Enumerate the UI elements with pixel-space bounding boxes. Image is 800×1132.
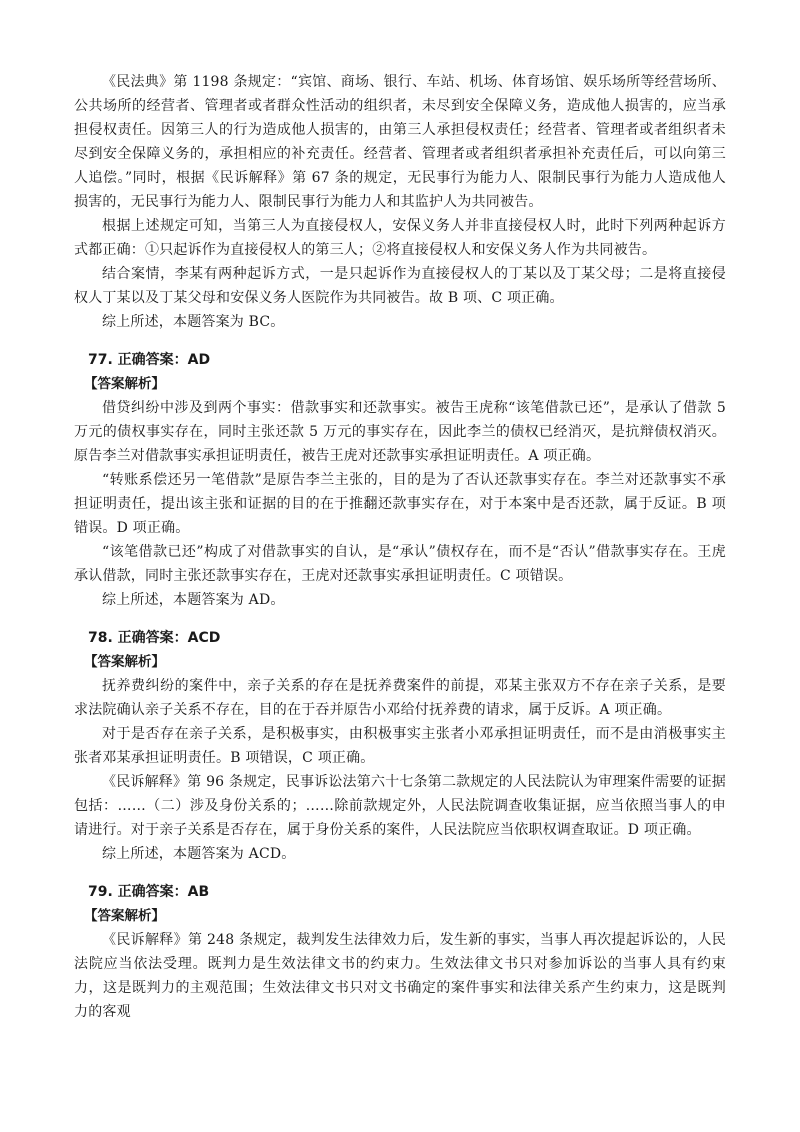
answer-heading: 78. 正确答案：ACD xyxy=(88,630,221,646)
q79-analysis xyxy=(74,880,726,1024)
paragraph: 《民法典》第 1198 条规定：“宾馆、商场、银行、车站、机场、体育场馆、娱乐场所等经营场所、公共场所的经营者、管理者或者群众性活动的组织者，未尽到安全保障义务，造成他人损害的，应当承担侵权责任。因第三人的行为造成他人损害的，由第三人承担侵权责任；经营者、管理者或者组织者未尽到安全保障义务的，承担相应的补充责任。经营者、管理者或者组织者承担补充责任后，可以向第三人追偿。”同时，根据《民诉解释》第 67 条的规定，无民事行为能力人、限制民事行为能力人造成他人损害的，无民事行为能力人、限制民事行为能力人和其监护人为共同被告。 xyxy=(74,74,726,210)
analysis-label: 【答案解析】 xyxy=(84,376,165,392)
analysis-label: 【答案解析】 xyxy=(84,908,165,924)
paragraph: 综上所述，本题答案为 AD。 xyxy=(102,592,285,608)
q78-analysis xyxy=(74,626,726,866)
paragraph: 综上所述，本题答案为 BC。 xyxy=(102,314,285,330)
paragraph: 根据上述规定可知，当第三人为直接侵权人，安保义务人并非直接侵权人时，此时下列两种起诉方式都正确：①只起诉作为直接侵权人的第三人；②将直接侵权人和安保义务人作为共同被告。 xyxy=(74,218,726,258)
paragraph: 《民诉解释》第 248 条规定，裁判发生法律效力后，发生新的事实，当事人再次提起诉讼的，人民法院应当依法受理。既判力是生效法律文书的约束力。生效法律文书只对参加诉讼的当事人具有约束力，这是既判力的主观范围；生效法律文书只对文书确定的案件事实和法律关系产生约束力，这是既判力的客观 xyxy=(74,932,726,1020)
paragraph: 综上所述，本题答案为 ACD。 xyxy=(102,846,296,862)
paragraph: 结合案情，李某有两种起诉方式，一是只起诉作为直接侵权人的丁某以及丁某父母；二是将直接侵权人丁某以及丁某父母和安保义务人医院作为共同被告。故 B 项、C 项正确。 xyxy=(74,266,726,306)
analysis-label: 【答案解析】 xyxy=(84,654,165,670)
paragraph: 《民诉解释》第 96 条规定，民事诉讼法第六十七条第二款规定的人民法院认为审理案件需要的证据包括：……（二）涉及身份关系的；……除前款规定外，人民法院调查收集证据，应当依照当事人的申请进行。对于亲子关系是否存在，属于身份关系的案件，人民法院应当依职权调查取证。D 项正确。 xyxy=(74,774,726,838)
paragraph: 借贷纠纷中涉及到两个事实：借款事实和还款事实。被告王虎称“该笔借款已还”，是承认了借款 5 万元的债权事实存在，同时主张还款 5 万元的事实存在，因此李兰的债权已经消灭，是抗辩债权消灭。原告李兰对借款事实承担证明责任，被告王虎对还款事实承担证明责任。A 项正确。 xyxy=(74,400,726,464)
q76-analysis xyxy=(74,70,726,334)
q77-analysis xyxy=(74,348,726,612)
answer-heading: 77. 正确答案：AD xyxy=(88,352,211,368)
paragraph: 抚养费纠纷的案件中，亲子关系的存在是抚养费案件的前提，邓某主张双方不存在亲子关系，是要求法院确认亲子关系不存在，目的在于吞并原告小邓给付抚养费的请求，属于反诉。A 项正确。 xyxy=(74,678,726,718)
paragraph: “该笔借款已还”构成了对借款事实的自认，是“承认”债权存在，而不是“否认”借款事实存在。王虎承认借款，同时主张还款事实存在，王虎对还款事实承担证明责任。C 项错误。 xyxy=(74,544,726,584)
paragraph: 对于是否存在亲子关系，是积极事实，由积极事实主张者小邓承担证明责任，而不是由消极事实主张者邓某承担证明责任。B 项错误，C 项正确。 xyxy=(74,726,726,766)
answer-heading: 79. 正确答案：AB xyxy=(88,884,210,900)
paragraph: “转账系偿还另一笔借款”是原告李兰主张的，目的是为了否认还款事实存在。李兰对还款事实不承担证明责任，提出该主张和证据的目的在于推翻还款事实存在，对于本案中是否还款，属于反证。B 项错误。D 项正确。 xyxy=(74,472,726,536)
